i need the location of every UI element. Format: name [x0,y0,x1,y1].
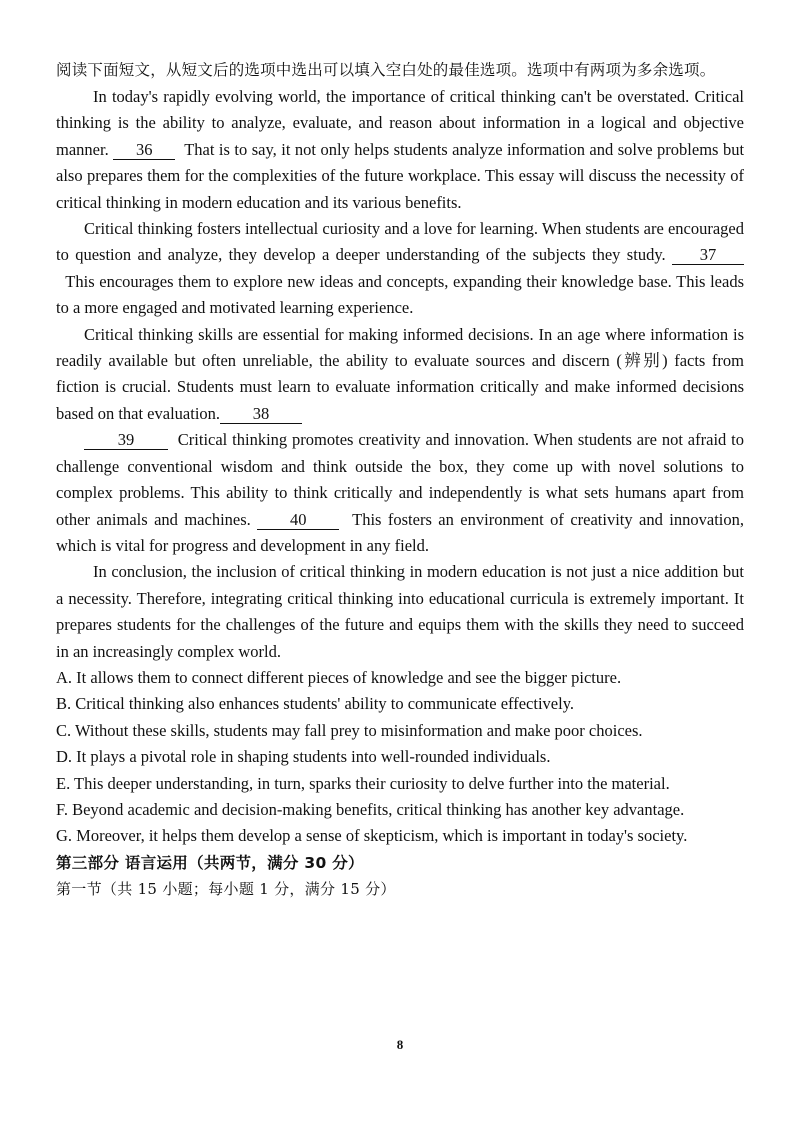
option-a[interactable]: A. It allows them to connect different pieces of knowledge and see the bigger picture. [56,667,622,687]
p4-mid-text: Critical thinking promotes creativity and innovation. When students are not afraid to challenge conventional wisdom and think outside the box, they come up with novel solutions to complex problems. This ability to think critically and independently is what sets humans apart from other animals and machines. [56,430,744,529]
blank-40[interactable]: 40 [257,511,339,530]
option-f[interactable]: F. Beyond academic and decision-making benefits, critical thinking has another key advantage. [56,799,685,819]
option-d[interactable]: D. It plays a pivotal role in shaping students into well-rounded individuals. [56,747,551,767]
option-e[interactable]: E. This deeper understanding, in turn, sparks their curiosity to delve further into the material. [56,773,670,793]
page-number: 8 [396,1037,404,1052]
p2-after-text: This encourages them to explore new ideas and concepts, expanding their knowledge base. This leads to a more engaged and motivated learning experience. [56,271,744,318]
exam-page [56,58,744,902]
passage-paragraph-5: In conclusion, the inclusion of critical thinking in modern education is not just a nice addition but a necessity. Therefore, integrating critical thinking into educational curricula is extremely important. It prepares students for the challenges of the future and equips them with the skills they need to succeed in an increasingly complex world. [56,562,744,661]
options-list [56,665,744,850]
option-c[interactable]: C. Without these skills, students may fall prey to misinformation and make poor choices. [56,720,643,740]
blank-37[interactable]: 37 [672,246,744,265]
p2-before-text: Critical thinking fosters intellectual curiosity and a love for learning. When students are encouraged to question and analyze, they develop a deeper understanding of the subjects they study. [56,219,744,265]
p3-before-text: Critical thinking skills are essential for making informed decisions. In an age where information is readily available but often unreliable, the ability to evaluate sources and discern (辨别) facts from fiction is crucial. Students must learn to evaluate information critically and make informed decisions based on that evaluation. [56,324,744,423]
passage-paragraph-4 [56,427,744,559]
blank-39[interactable]: 39 [84,431,168,450]
p4-after-text: This fosters an environment of creativity and innovation, which is vital for progress and development in any field. [56,509,745,555]
passage-paragraph-2 [56,216,744,322]
section-title: 第三部分 语言运用（共两节，满分 30 分） [56,853,364,872]
section-subtitle: 第一节（共 15 小题；每小题 1 分，满分 15 分） [56,879,396,898]
option-g[interactable]: G. Moreover, it helps them develop a sense of skepticism, which is important in today's society. [56,826,688,846]
p1-before-text: In today's rapidly evolving world, the importance of critical thinking can't be overstated. Critical thinking is the ability to analyze, evaluate, and reason about information in a logical and objective manner. [56,87,744,159]
blank-36[interactable]: 36 [113,141,175,160]
passage-paragraph-1 [56,84,744,216]
instruction-text: 阅读下面短文，从短文后的选项中选出可以填入空白处的最佳选项。选项中有两项为多余选项。 [56,62,716,79]
option-b[interactable]: B. Critical thinking also enhances students' ability to communicate effectively. [56,694,575,714]
blank-38[interactable]: 38 [220,405,302,424]
p1-after-text: That is to say, it not only helps students analyze information and solve problems but also prepares them for the complexities of the future workplace. This essay will discuss the necessity of critical thinking in modern education and its various benefits. [56,139,745,212]
passage-paragraph-3 [56,322,744,428]
